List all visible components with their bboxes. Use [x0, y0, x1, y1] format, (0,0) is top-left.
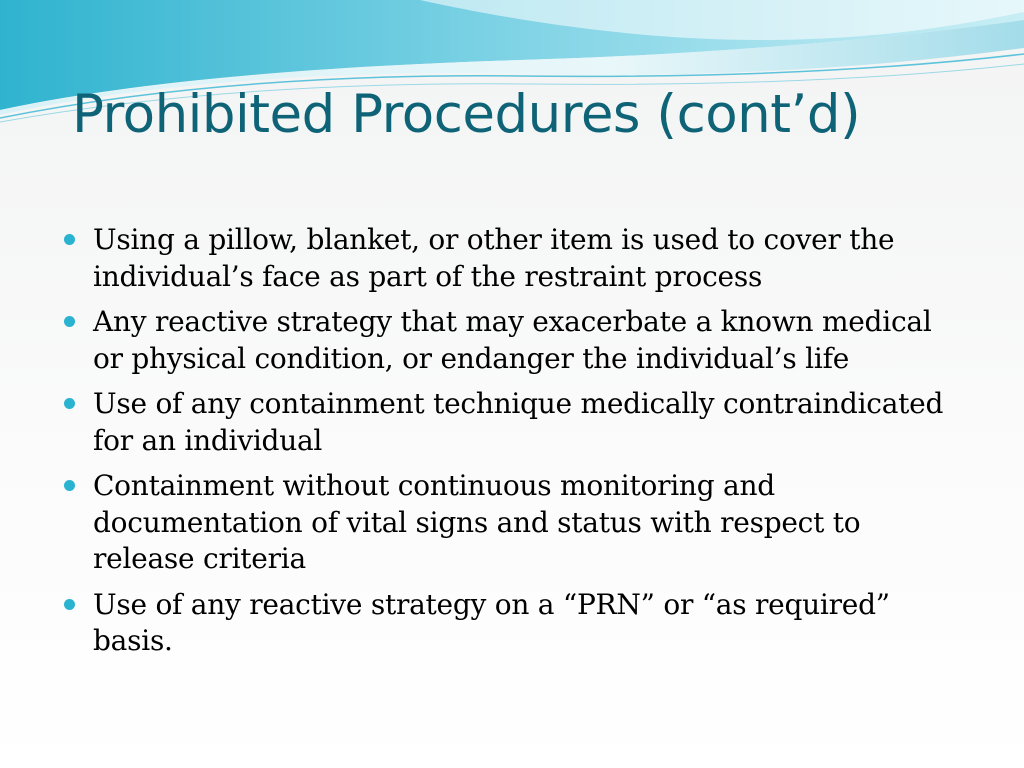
bullet-item — [64, 468, 964, 578]
bullet-text: Using a pillow, blanket, or other item is used to cover the individual’s face as part of the restraint process — [93, 223, 895, 293]
bullet-text: Use of any reactive strategy on a “PRN” or “as required” basis. — [93, 587, 890, 657]
bullet-item — [64, 386, 964, 459]
bullet-item — [64, 587, 964, 660]
bullet-text: Use of any containment technique medically contraindicated for an individual — [93, 387, 944, 457]
bullet-dot-icon — [64, 398, 75, 409]
bullet-dot-icon — [64, 234, 75, 245]
bullet-dot-icon — [64, 599, 75, 610]
bullet-text: Any reactive strategy that may exacerbate a known medical or physical condition, or endanger the individual’s life — [93, 305, 932, 375]
bullet-list — [64, 222, 964, 669]
bullet-dot-icon — [64, 480, 75, 491]
bullet-item — [64, 304, 964, 377]
bullet-item — [64, 222, 964, 295]
bullet-text: Containment without continuous monitoring and documentation of vital signs and status with respect to release criteria — [93, 469, 861, 575]
bullet-dot-icon — [64, 316, 75, 327]
slide-title: Prohibited Procedures (cont’d) — [72, 84, 861, 145]
